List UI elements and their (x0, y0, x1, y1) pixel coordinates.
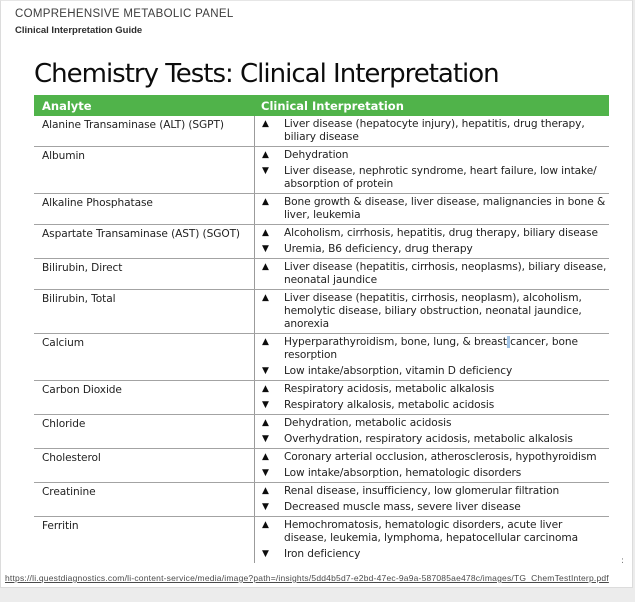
table-row (34, 415, 609, 449)
interpretation-entry (255, 261, 607, 287)
table-row (34, 449, 609, 483)
table-row (34, 194, 609, 225)
page-title: Chemistry Tests: Clinical Interpretation (34, 59, 499, 89)
interpretation-cell (254, 194, 609, 224)
interpretation-cell (254, 381, 609, 414)
interpretation-table (34, 95, 609, 563)
interpretation-text: Decreased muscle mass, severe liver disease (284, 501, 521, 513)
interpretation-text: Alcoholism, cirrhosis, hepatitis, drug therapy, biliary disease (284, 227, 598, 239)
interpretation-text: Liver disease (hepatitis, cirrhosis, neoplasms), biliary disease, neonatal jaundice (284, 261, 607, 286)
analyte-name: Alkaline Phosphatase (42, 197, 153, 209)
source-url-link[interactable]: https://li.questdiagnostics.com/li-content-service/media/image?path=/insights/5dd4b5d7-e2bd-47ec-9a9a-587085ae478c/images/TG_ChemTestInterp.pdf (5, 573, 609, 583)
interpretation-text: Overhydration, respiratory acidosis, metabolic alkalosis (284, 433, 573, 445)
interpretation-text: Liver disease (hepatocyte injury), hepatitis, drug therapy, biliary disease (284, 118, 585, 143)
interpretation-text: Dehydration, metabolic acidosis (284, 417, 452, 429)
interpretation-text: Bone growth & disease, liver disease, malignancies in bone & liver, leukemia (284, 196, 606, 221)
interpretation-text: Liver disease, nephrotic syndrome, heart failure, low intake/ absorption of protein (284, 165, 597, 190)
increase-arrow-icon: ▲ (262, 262, 269, 272)
interpretation-cell (254, 517, 609, 563)
table-row (34, 483, 609, 517)
table-row (34, 147, 609, 194)
analyte-name: Creatinine (42, 486, 96, 498)
interpretation-cell (254, 290, 609, 333)
increase-arrow-icon: ▲ (262, 520, 269, 530)
interpretation-entry (255, 149, 607, 162)
interpretation-entry (255, 243, 607, 256)
column-header-analyte: Analyte (42, 98, 92, 113)
interpretation-entry (255, 519, 607, 545)
analyte-name: Aspartate Transaminase (AST) (SGOT) (42, 228, 240, 240)
analyte-name: Carbon Dioxide (42, 384, 122, 396)
decrease-arrow-icon: ▼ (262, 244, 269, 254)
increase-arrow-icon: ▲ (262, 119, 269, 129)
interpretation-entry (255, 417, 607, 430)
interpretation-entry (255, 227, 607, 240)
interpretation-text: Liver disease (hepatitis, cirrhosis, neoplasm), alcoholism, hemolytic disease, biliary obstruction, neonatal jaundice, anorexia (284, 292, 582, 330)
increase-arrow-icon: ▲ (262, 337, 269, 347)
text-artifact: : (620, 556, 624, 566)
interpretation-text: Renal disease, insufficiency, low glomerular filtration (284, 485, 560, 497)
interpretation-cell (254, 449, 609, 482)
analyte-name: Albumin (42, 150, 85, 162)
interpretation-entry (255, 399, 607, 412)
decrease-arrow-icon: ▼ (262, 549, 269, 559)
interpretation-text: Hemochromatosis, hematologic disorders, acute liver disease, leukemia, lymphoma, hepatocellular carcinoma (284, 519, 579, 544)
interpretation-entry (255, 165, 607, 191)
document-header-subtitle: Clinical Interpretation Guide (15, 25, 143, 36)
increase-arrow-icon: ▲ (262, 197, 269, 207)
interpretation-cell (254, 334, 609, 380)
interpretation-entry (255, 548, 607, 561)
interpretation-entry (255, 365, 607, 378)
analyte-name: Cholesterol (42, 452, 101, 464)
analyte-name: Calcium (42, 337, 84, 349)
table-row (34, 290, 609, 334)
increase-arrow-icon: ▲ (262, 150, 269, 160)
table-row (34, 225, 609, 259)
interpretation-text: Hyperparathyroidism, bone, lung, & breast cancer, bone resorption (284, 336, 578, 361)
interpretation-entry (255, 196, 607, 222)
analyte-name: Bilirubin, Total (42, 293, 116, 305)
interpretation-entry (255, 336, 607, 362)
decrease-arrow-icon: ▼ (262, 434, 269, 444)
increase-arrow-icon: ▲ (262, 418, 269, 428)
column-header-clinical-interpretation: Clinical Interpretation (261, 98, 404, 113)
interpretation-entry (255, 501, 607, 514)
analyte-name: Chloride (42, 418, 86, 430)
interpretation-cell (254, 483, 609, 516)
interpretation-cell (254, 415, 609, 448)
interpretation-text: Low intake/absorption, vitamin D deficiency (284, 365, 513, 377)
interpretation-entry (255, 451, 607, 464)
decrease-arrow-icon: ▼ (262, 366, 269, 376)
interpretation-entry (255, 467, 607, 480)
interpretation-entry (255, 433, 607, 446)
table-header-row (34, 95, 609, 116)
decrease-arrow-icon: ▼ (262, 400, 269, 410)
interpretation-entry (255, 118, 607, 144)
interpretation-text: Dehydration (284, 149, 349, 161)
interpretation-entry (255, 292, 607, 331)
table-row (34, 259, 609, 290)
interpretation-cell (254, 147, 609, 193)
decrease-arrow-icon: ▼ (262, 468, 269, 478)
document-header-title: COMPREHENSIVE METABOLIC PANEL (15, 8, 234, 20)
increase-arrow-icon: ▲ (262, 293, 269, 303)
increase-arrow-icon: ▲ (262, 486, 269, 496)
increase-arrow-icon: ▲ (262, 452, 269, 462)
analyte-name: Bilirubin, Direct (42, 262, 123, 274)
interpretation-text: Coronary arterial occlusion, atherosclerosis, hypothyroidism (284, 451, 597, 463)
decrease-arrow-icon: ▼ (262, 502, 269, 512)
interpretation-text: Low intake/absorption, hematologic disorders (284, 467, 522, 479)
analyte-name: Ferritin (42, 520, 79, 532)
interpretation-entry (255, 383, 607, 396)
table-row (34, 334, 609, 381)
interpretation-entry (255, 485, 607, 498)
interpretation-text: Respiratory acidosis, metabolic alkalosis (284, 383, 495, 395)
interpretation-cell (254, 116, 609, 146)
table-row (34, 517, 609, 563)
interpretation-cell (254, 259, 609, 289)
table-row (34, 116, 609, 147)
analyte-name: Alanine Transaminase (ALT) (SGPT) (42, 119, 224, 131)
increase-arrow-icon: ▲ (262, 228, 269, 238)
interpretation-text: Uremia, B6 deficiency, drug therapy (284, 243, 473, 255)
increase-arrow-icon: ▲ (262, 384, 269, 394)
interpretation-text: Iron deficiency (284, 548, 361, 560)
decrease-arrow-icon: ▼ (262, 166, 269, 176)
interpretation-cell (254, 225, 609, 258)
interpretation-text: Respiratory alkalosis, metabolic acidosis (284, 399, 495, 411)
table-body (34, 116, 609, 563)
table-row (34, 381, 609, 415)
